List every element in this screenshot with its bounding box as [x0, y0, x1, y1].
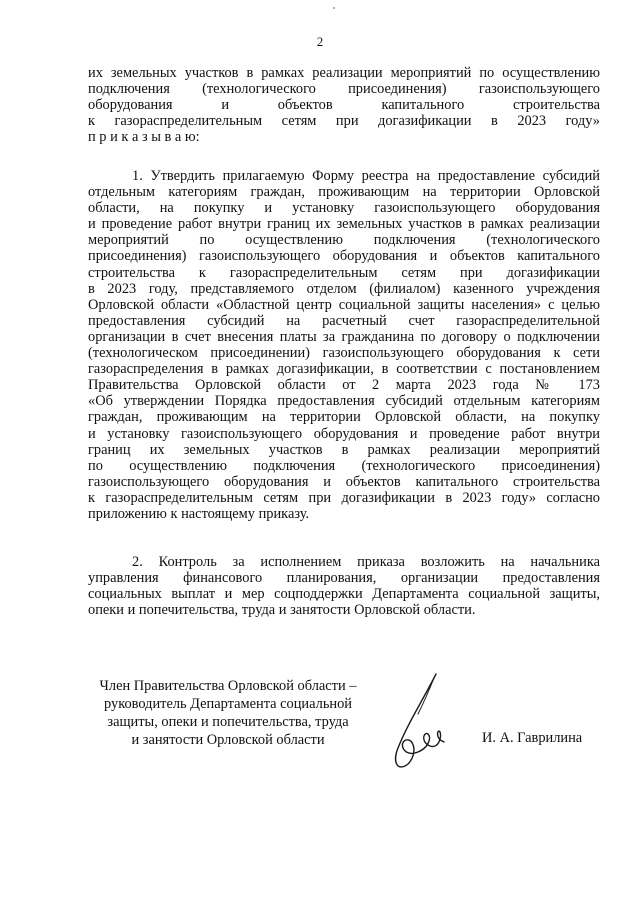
- text-line: и проведение работ внутри границ их земельных участков в рамках реализации: [88, 216, 600, 233]
- text-line: присоединения) газоиспользующего оборудования и объектов капитального: [88, 248, 600, 265]
- text-line: газораспределения в рамках догазификации, в соответствии с постановлением: [88, 361, 600, 378]
- text-line: 1. Утвердить прилагаемую Форму реестра на предоставление субсидий: [132, 168, 600, 184]
- signatory-line: защиты, опеки и попечительства, труда: [107, 714, 349, 730]
- page-number: 2: [316, 34, 324, 49]
- text-line: предоставления субсидий на расчетный счет газораспределительной: [88, 312, 600, 329]
- text-line: к газораспределительным сетям при догазификации в 2023 году» согласно: [88, 489, 600, 506]
- text-line: границ их земельных участков в рамках реализации мероприятий: [88, 441, 600, 458]
- text-line: их земельных участков в рамках реализации мероприятий по осуществлению: [88, 65, 600, 81]
- text-line: газоиспользующего оборудования и объектов капитального строительства: [88, 473, 600, 490]
- text-line: строительства к газораспределительным сетям при догазификации: [88, 264, 600, 281]
- text-line: области, на покупку и установку газоиспользующего оборудования: [88, 200, 600, 217]
- text-line: п р и к а з ы в а ю:: [88, 129, 200, 146]
- text-line: социальных выплат и мер соцподдержки Департамента социальной защиты,: [88, 586, 600, 603]
- signatory-line: и занятости Орловской области: [131, 732, 325, 748]
- text-line: отдельным категориям граждан, проживающим на территории Орловской: [88, 184, 600, 201]
- text-line: по осуществлению подключения (технологического присоединения): [88, 457, 600, 474]
- scan-speck: [333, 7, 335, 9]
- text-line: Правительства Орловской области от 2 марта 2023 года № 173: [88, 377, 600, 394]
- paragraph-item-1: [88, 168, 600, 522]
- text-line: и установку газоиспользующего оборудования и проведение работ внутри: [88, 425, 600, 442]
- text-line: мероприятий по осуществлению подключения (технологического: [88, 232, 600, 249]
- text-line: 2. Контроль за исполнением приказа возложить на начальника: [132, 554, 600, 570]
- signatory-position: [88, 677, 368, 749]
- handwritten-signature: [384, 668, 454, 778]
- text-line: (технологическом присоединении) газоиспользующего оборудования к сети: [88, 345, 600, 362]
- signatory-line: Член Правительства Орловской области –: [99, 678, 357, 694]
- text-line: подключения (технологического присоединения) газоиспользующего: [88, 81, 600, 98]
- text-line: «Об утверждении Порядка предоставления субсидий отдельным категориям: [88, 393, 600, 410]
- text-line: организации в счет внесения платы за гражданина по договору о подключении: [88, 328, 600, 345]
- text-line: в 2023 году, представляемого отделом (филиалом) казенного учреждения: [88, 280, 600, 297]
- paragraph-intro: [88, 65, 600, 145]
- text-line: приложению к настоящему приказу.: [88, 505, 310, 522]
- text-line: оборудования и объектов капитального строительства: [88, 97, 600, 114]
- text-line: Орловской области «Областной центр социальной защиты населения» с целью: [88, 296, 600, 313]
- text-line: граждан, проживающим на территории Орловской области, на покупку: [88, 409, 600, 426]
- text-line: к газораспределительным сетям при догазификации в 2023 году»: [88, 113, 600, 130]
- signer-name: И. А. Гаврилина: [482, 730, 583, 746]
- text-line: управления финансового планирования, организации предоставления: [88, 570, 600, 587]
- text-line: опеки и попечительства, труда и занятости Орловской области.: [88, 602, 476, 619]
- paragraph-item-2: [88, 554, 600, 618]
- signatory-line: руководитель Департамента социальной: [104, 696, 352, 712]
